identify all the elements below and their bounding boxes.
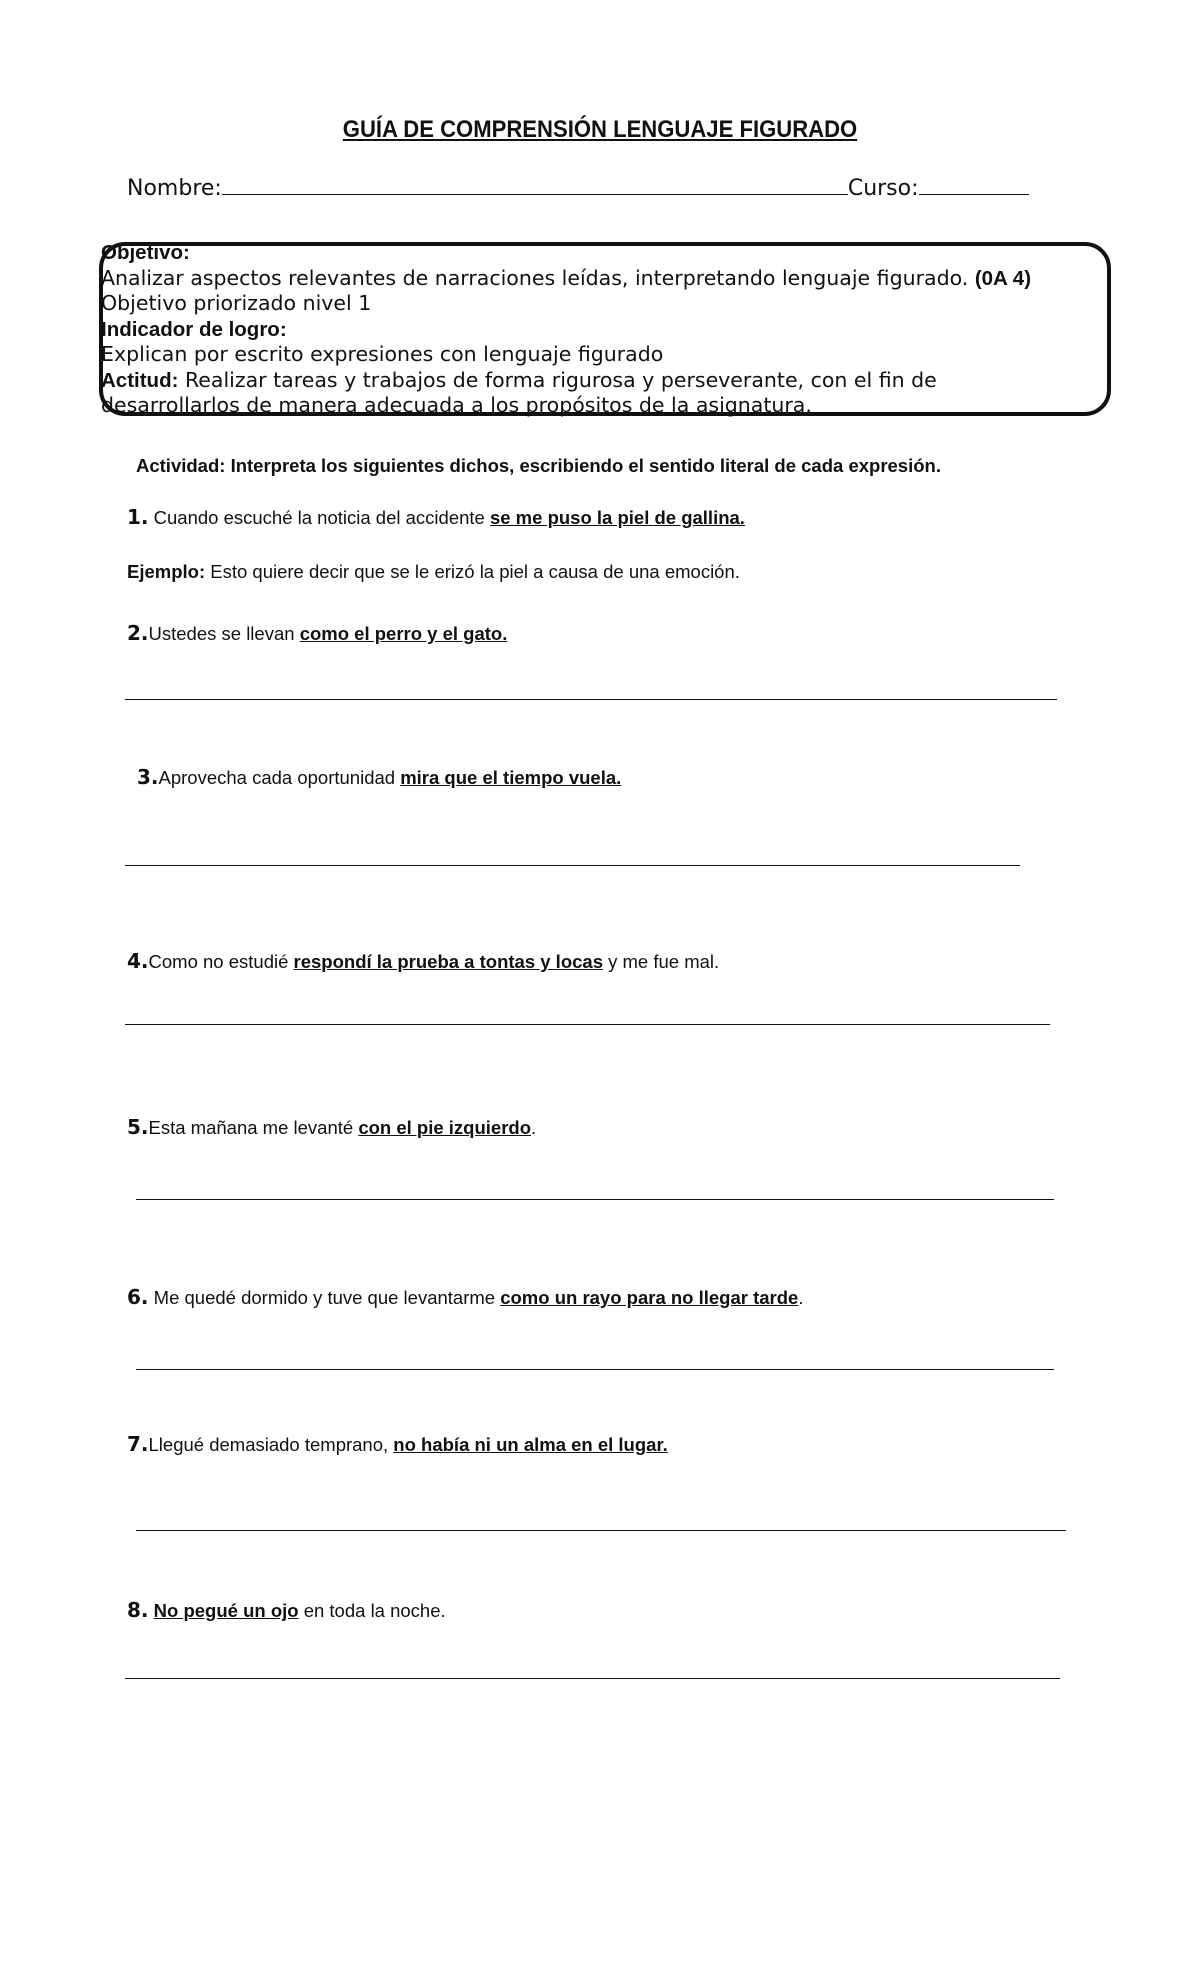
figurative-phrase: como el perro y el gato. (299, 623, 508, 644)
figurative-phrase: No pegué un ojo (153, 1600, 299, 1621)
figurative-phrase: se me puso la piel de gallina. (489, 507, 745, 528)
figurative-phrase: respondí la prueba a tontas y locas (293, 951, 603, 972)
item-text: Esta mañana me levanté (148, 1117, 359, 1138)
nombre-field[interactable] (222, 170, 848, 195)
activity-instruction: Actividad: Interpreta los siguientes dichos, escribiendo el sentido literal de cada expresión. (136, 455, 941, 476)
objetivo-label: Objetivo: (101, 241, 190, 264)
name-course-row (127, 170, 1029, 201)
actitud-text-line1: Realizar tareas y trabajos de forma rigurosa y perseverante, con el fin de (184, 367, 937, 392)
answer-line-8[interactable] (125, 1678, 1060, 1679)
item-text: Como no estudié (148, 951, 294, 972)
item-number: 3. (137, 765, 159, 789)
objective-box (101, 240, 1181, 419)
item-text-end: . (531, 1117, 537, 1138)
item-text-end: y me fue mal. (602, 951, 720, 972)
item-text: Cuando escuché la noticia del accidente (148, 507, 490, 528)
answer-line-3[interactable] (125, 865, 1020, 866)
item-5 (127, 1115, 536, 1139)
figurative-phrase: con el pie izquierdo (358, 1117, 532, 1138)
example-label: Ejemplo: (127, 561, 206, 582)
answer-line-2[interactable] (125, 699, 1057, 700)
item-7 (127, 1432, 668, 1456)
item-number: 4. (127, 949, 149, 973)
answer-line-5[interactable] (136, 1199, 1054, 1200)
item-text: Aprovecha cada oportunidad (158, 767, 401, 788)
figurative-phrase: no había ni un alma en el lugar. (393, 1434, 668, 1455)
oa-code: (0A 4) (974, 266, 1032, 290)
item-number: 2. (127, 621, 149, 645)
item-3 (137, 765, 621, 789)
figurative-phrase: mira que el tiempo vuela. (400, 767, 622, 788)
example-text: Esto quiere decir que se le erizó la piel a causa de una emoción. (210, 561, 740, 582)
item-number: 8. (127, 1598, 149, 1622)
objetivo-text: Analizar aspectos relevantes de narraciones leídas, interpretando lenguaje figurado. (101, 265, 969, 290)
example (127, 561, 740, 583)
answer-line-7[interactable] (136, 1530, 1066, 1531)
item-4 (127, 949, 719, 973)
indicador-label: Indicador de logro: (101, 317, 287, 341)
item-2 (127, 621, 507, 645)
nombre-label: Nombre: (127, 176, 222, 201)
answer-line-4[interactable] (125, 1024, 1050, 1025)
answer-line-6[interactable] (136, 1369, 1054, 1370)
actitud-text-line2: desarrollarlos de manera adecuada a los propósitos de la asignatura. (101, 393, 812, 417)
item-8 (127, 1598, 446, 1622)
item-1 (127, 505, 745, 529)
figurative-phrase: como un rayo para no llegar tarde (500, 1287, 799, 1308)
indicador-text: Explican por escrito expresiones con lenguaje figurado (101, 342, 664, 366)
item-text-end: en toda la noche. (298, 1600, 446, 1621)
item-text: Ustedes se llevan (148, 623, 300, 644)
item-text: Llegué demasiado temprano, (148, 1434, 394, 1455)
objetivo-priorizado: Objetivo priorizado nivel 1 (101, 291, 372, 315)
item-number: 5. (127, 1115, 149, 1139)
curso-label: Curso: (847, 176, 919, 201)
item-number: 6. (127, 1285, 149, 1309)
item-text-end: . (798, 1287, 804, 1308)
item-text: Me quedé dormido y tuve que levantarme (148, 1287, 501, 1308)
item-number: 7. (127, 1432, 149, 1456)
item-6 (127, 1285, 804, 1309)
actitud-label: Actitud: (101, 368, 179, 392)
curso-field[interactable] (919, 170, 1029, 195)
page-title: GUÍA DE COMPRENSIÓN LENGUAJE FIGURADO (342, 116, 858, 143)
item-number: 1. (127, 505, 149, 529)
